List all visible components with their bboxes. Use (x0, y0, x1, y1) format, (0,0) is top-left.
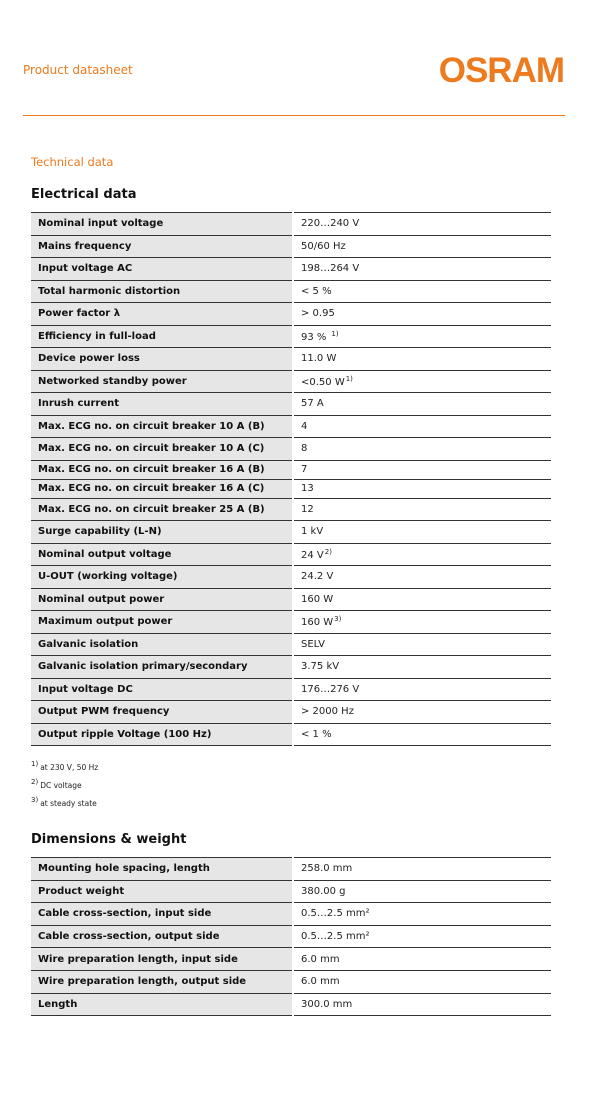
row-value-text: 7 (301, 464, 308, 475)
row-label: Wire preparation length, output side (31, 970, 293, 993)
row-value (293, 325, 551, 348)
row-value (293, 415, 551, 438)
footnote-mark: 1) (31, 760, 39, 768)
row-label: Power factor λ (31, 303, 293, 326)
row-value-text: 24.2 V (301, 571, 334, 583)
table-row (31, 393, 551, 416)
row-value (293, 348, 551, 371)
row-label: Inrush current (31, 393, 293, 416)
table-row (31, 325, 551, 348)
row-value-text: 258.0 mm (301, 863, 353, 875)
row-value-text: 11.0 W (301, 353, 337, 365)
row-label: Input voltage AC (31, 258, 293, 281)
row-value-text: 12 (301, 503, 314, 515)
row-label: Max. ECG no. on circuit breaker 10 A (B) (31, 415, 293, 438)
row-value-text: 0.5…2.5 mm² (301, 931, 370, 943)
table-row (31, 993, 551, 1016)
row-value-text: 160 W (301, 593, 334, 605)
row-value (293, 903, 551, 926)
row-value (293, 970, 551, 993)
table-row (31, 588, 551, 611)
footnote (31, 775, 98, 793)
table-row (31, 880, 551, 903)
row-value (293, 880, 551, 903)
table-row (31, 678, 551, 701)
row-label: U-OUT (working voltage) (31, 566, 293, 589)
footnote-ref: 1) (345, 374, 353, 383)
table-row (31, 611, 551, 634)
row-value (293, 235, 551, 258)
footnotes (31, 757, 98, 811)
row-value-text: 176…276 V (301, 683, 360, 695)
row-label: Output PWM frequency (31, 701, 293, 724)
row-value (293, 678, 551, 701)
row-value (293, 393, 551, 416)
row-value-text: 0.5…2.5 mm² (301, 908, 370, 920)
table-row (31, 858, 551, 881)
row-label: Maximum output power (31, 611, 293, 634)
footnote-ref: 1) (331, 329, 339, 338)
row-value (293, 280, 551, 303)
row-value (293, 521, 551, 544)
row-label: Nominal output voltage (31, 543, 293, 566)
row-value (293, 925, 551, 948)
row-label: Mounting hole spacing, length (31, 858, 293, 881)
header-title: Product datasheet (23, 63, 133, 77)
row-label: Max. ECG no. on circuit breaker 16 A (B) (31, 460, 293, 479)
row-value-text: > 2000 Hz (301, 706, 354, 718)
dimensions-data-table (31, 857, 551, 1016)
footnote-text: DC voltage (40, 781, 82, 790)
section-label: Technical data (31, 155, 114, 169)
row-value (293, 993, 551, 1016)
row-label: Max. ECG no. on circuit breaker 25 A (B) (31, 498, 293, 521)
table-row (31, 521, 551, 544)
table-row (31, 258, 551, 281)
electrical-heading: Electrical data (31, 187, 137, 202)
row-value-text: 3.75 kV (301, 661, 340, 673)
row-label: Nominal output power (31, 588, 293, 611)
osram-logo: OSRAM (438, 51, 564, 90)
row-value (293, 701, 551, 724)
footnote-ref: 3) (334, 615, 342, 624)
row-value-text: 13 (301, 483, 314, 494)
row-value (293, 258, 551, 281)
row-value-text: SELV (301, 638, 325, 650)
row-value-text: <0.50 W (301, 376, 345, 388)
row-value-text: 380.00 g (301, 885, 346, 897)
row-value (293, 479, 551, 498)
row-label: Networked standby power (31, 370, 293, 393)
table-row (31, 370, 551, 393)
footnote (31, 793, 98, 811)
table-row (31, 280, 551, 303)
row-label: Device power loss (31, 348, 293, 371)
table-row (31, 460, 551, 479)
row-label: Total harmonic distortion (31, 280, 293, 303)
page-header (0, 0, 600, 120)
row-value-text: 8 (301, 443, 308, 455)
table-row (31, 701, 551, 724)
row-value (293, 438, 551, 461)
row-value (293, 303, 551, 326)
row-value-text: 4 (301, 420, 308, 432)
table-row (31, 438, 551, 461)
row-label: Galvanic isolation primary/secondary (31, 656, 293, 679)
row-value (293, 588, 551, 611)
row-value-text: 57 A (301, 398, 324, 410)
row-value-text: < 5 % (301, 285, 332, 297)
row-value-text: 24 V (301, 549, 324, 561)
electrical-data-table (31, 212, 551, 746)
footnote-ref: 2) (324, 547, 332, 556)
row-value-text: 1 kV (301, 526, 324, 538)
table-row (31, 498, 551, 521)
row-value (293, 370, 551, 393)
footnote-text: at steady state (40, 799, 97, 808)
dimensions-heading: Dimensions & weight (31, 832, 187, 847)
row-value-text: 160 W (301, 617, 334, 629)
row-label: Galvanic isolation (31, 633, 293, 656)
table-row (31, 723, 551, 746)
row-value-text: 6.0 mm (301, 976, 340, 988)
row-label: Cable cross-section, output side (31, 925, 293, 948)
row-value (293, 566, 551, 589)
row-value (293, 858, 551, 881)
footnote (31, 757, 98, 775)
row-label: Cable cross-section, input side (31, 903, 293, 926)
row-label: Product weight (31, 880, 293, 903)
row-value (293, 213, 551, 236)
row-value (293, 543, 551, 566)
row-value-text: < 1 % (301, 728, 332, 740)
footnote-mark: 2) (31, 778, 39, 786)
table-row (31, 348, 551, 371)
row-value-text: > 0.95 (301, 308, 335, 320)
row-value-text: 93 % (301, 331, 327, 343)
row-value-text: 300.0 mm (301, 998, 353, 1010)
row-value (293, 948, 551, 971)
table-row (31, 948, 551, 971)
row-label: Wire preparation length, input side (31, 948, 293, 971)
table-row (31, 633, 551, 656)
row-value (293, 633, 551, 656)
row-value (293, 498, 551, 521)
table-row (31, 656, 551, 679)
row-value (293, 723, 551, 746)
row-value-text: 50/60 Hz (301, 240, 346, 252)
table-row (31, 566, 551, 589)
row-label: Output ripple Voltage (100 Hz) (31, 723, 293, 746)
table-row (31, 925, 551, 948)
row-label: Max. ECG no. on circuit breaker 16 A (C) (31, 479, 293, 498)
table-row (31, 543, 551, 566)
row-value-text: 6.0 mm (301, 953, 340, 965)
row-value-text: 198…264 V (301, 263, 360, 275)
row-value (293, 611, 551, 634)
row-value-text: 220…240 V (301, 218, 360, 230)
footnote-text: at 230 V, 50 Hz (40, 763, 99, 772)
table-row (31, 235, 551, 258)
header-divider (23, 115, 565, 116)
table-row (31, 415, 551, 438)
table-row (31, 303, 551, 326)
row-label: Mains frequency (31, 235, 293, 258)
row-value (293, 460, 551, 479)
table-row (31, 213, 551, 236)
row-value (293, 656, 551, 679)
footnote-mark: 3) (31, 796, 39, 804)
table-row (31, 970, 551, 993)
row-label: Input voltage DC (31, 678, 293, 701)
table-row (31, 479, 551, 498)
row-label: Nominal input voltage (31, 213, 293, 236)
row-label: Efficiency in full-load (31, 325, 293, 348)
row-label: Length (31, 993, 293, 1016)
row-label: Surge capability (L-N) (31, 521, 293, 544)
row-label: Max. ECG no. on circuit breaker 10 A (C) (31, 438, 293, 461)
table-row (31, 903, 551, 926)
